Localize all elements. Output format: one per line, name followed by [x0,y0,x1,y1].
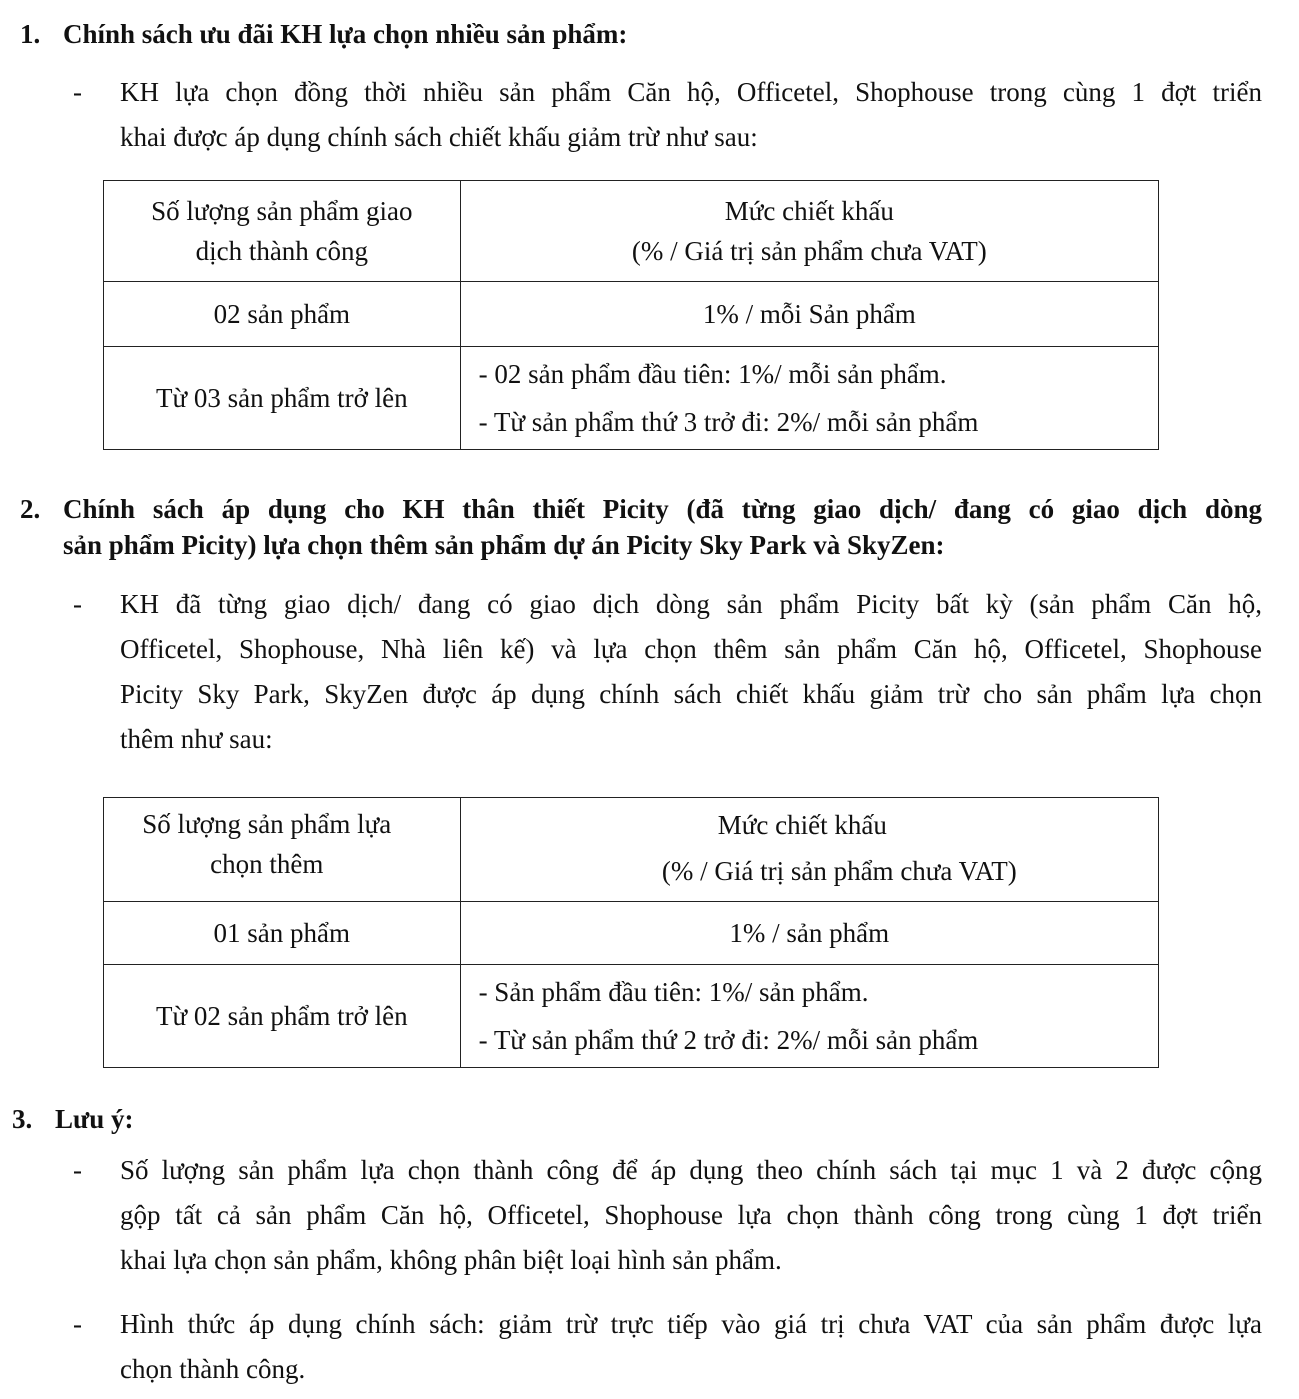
discount-cell [460,965,1158,1068]
discount-cell [460,902,1158,965]
bullet-line: Hình thức áp dụng chính sách: giảm trừ trực tiếp vào giá trị chưa VAT của sản phẩm được lựa [120,1309,1262,1339]
section-1-number: 1. [20,19,41,49]
section-1-title: Chính sách ưu đãi KH lựa chọn nhiều sản phẩm: [63,19,628,49]
discount-cell [460,347,1158,450]
bullet-dash: - [73,1155,82,1185]
section-2-title-line: sản phẩm Picity) lựa chọn thêm sản phẩm dự án Picity Sky Park và SkyZen: [63,530,945,560]
discount-line: - Sản phẩm đầu tiên: 1%/ sản phẩm. [478,977,869,1007]
section-3-heading [12,1101,412,1141]
section-1-heading [20,16,1270,56]
table-header-row [104,798,1159,902]
discount-line: - Từ sản phẩm thứ 3 trở đi: 2%/ mỗi sản phẩm [478,407,979,437]
section-1-bullet [70,70,1265,165]
bullet-dash: - [73,589,82,619]
bullet-line: Số lượng sản phẩm lựa chọn thành công để áp dụng theo chính sách tại mục 1 và 2 được cộng [120,1155,1262,1185]
quantity-cell: Từ 02 sản phẩm trở lên [104,965,461,1068]
bullet-dash: - [73,1309,82,1339]
bullet-dash: - [73,77,82,107]
table-row [104,902,1159,965]
header-discount [460,798,1158,902]
discount-table-2 [103,797,1159,1068]
discount-line: - Từ sản phẩm thứ 2 trở đi: 2%/ mỗi sản phẩm [478,1025,979,1055]
bullet-line: KH lựa chọn đồng thời nhiều sản phẩm Căn hộ, Officetel, Shophouse trong cùng 1 đợt triển [120,77,1262,107]
header-discount-line: (% / Giá trị sản phẩm chưa VAT) [631,236,987,266]
header-discount [460,181,1158,282]
bullet-line: KH đã từng giao dịch/ đang có giao dịch dòng sản phẩm Picity bất kỳ (sản phẩm Căn hộ, [120,589,1262,619]
discount-line: 1% / sản phẩm [729,917,890,948]
section-3-title: Lưu ý: [55,1104,134,1134]
bullet-line: gộp tất cả sản phẩm Căn hộ, Officetel, Shophouse lựa chọn thành công trong cùng 1 đợt triển [120,1200,1262,1230]
quantity-cell: Từ 03 sản phẩm trở lên [104,347,461,450]
table-header-row [104,181,1159,282]
section-3-bullet [70,1302,1265,1397]
bullet-line: Officetel, Shophouse, Nhà liên kế) và lựa chọn thêm sản phẩm Căn hộ, Officetel, Shophouse [120,634,1262,664]
header-discount-line: Mức chiết khấu [717,810,887,840]
quantity-cell: 01 sản phẩm [104,902,461,965]
header-discount-line: Mức chiết khấu [724,196,894,226]
table-row [104,282,1159,347]
discount-cell [460,282,1158,347]
quantity-cell: 02 sản phẩm [104,282,461,347]
header-quantity [104,798,461,902]
section-3-number: 3. [12,1104,33,1134]
bullet-line: thêm như sau: [120,724,273,754]
bullet-line: Picity Sky Park, SkyZen được áp dụng chính sách chiết khấu giảm trừ cho sản phẩm lựa chọn [120,679,1262,709]
section-2-number: 2. [20,494,41,524]
header-quantity [104,181,461,282]
section-3-bullet [70,1148,1265,1288]
table-row [104,965,1159,1068]
table-row [104,347,1159,450]
bullet-line: chọn thành công. [120,1354,306,1384]
header-discount-line: (% / Giá trị sản phẩm chưa VAT) [661,856,1017,886]
header-quantity-line: Số lượng sản phẩm giao [151,196,413,226]
header-quantity-line: Số lượng sản phẩm lựa [142,809,392,839]
section-2-heading [20,491,1270,567]
section-2-bullet [70,582,1265,767]
header-quantity-line: dịch thành công [195,236,369,266]
discount-line: 1% / mỗi Sản phẩm [702,298,916,329]
header-quantity-line: chọn thêm [210,849,324,879]
bullet-line: khai được áp dụng chính sách chiết khấu giảm trừ như sau: [120,122,758,152]
discount-line: - 02 sản phẩm đầu tiên: 1%/ mỗi sản phẩm. [478,359,947,389]
section-2-title-line: Chính sách áp dụng cho KH thân thiết Picity (đã từng giao dịch/ đang có giao dịch dòng [63,494,1262,524]
bullet-line: khai lựa chọn sản phẩm, không phân biệt loại hình sản phẩm. [120,1245,782,1275]
discount-table-1 [103,180,1159,450]
